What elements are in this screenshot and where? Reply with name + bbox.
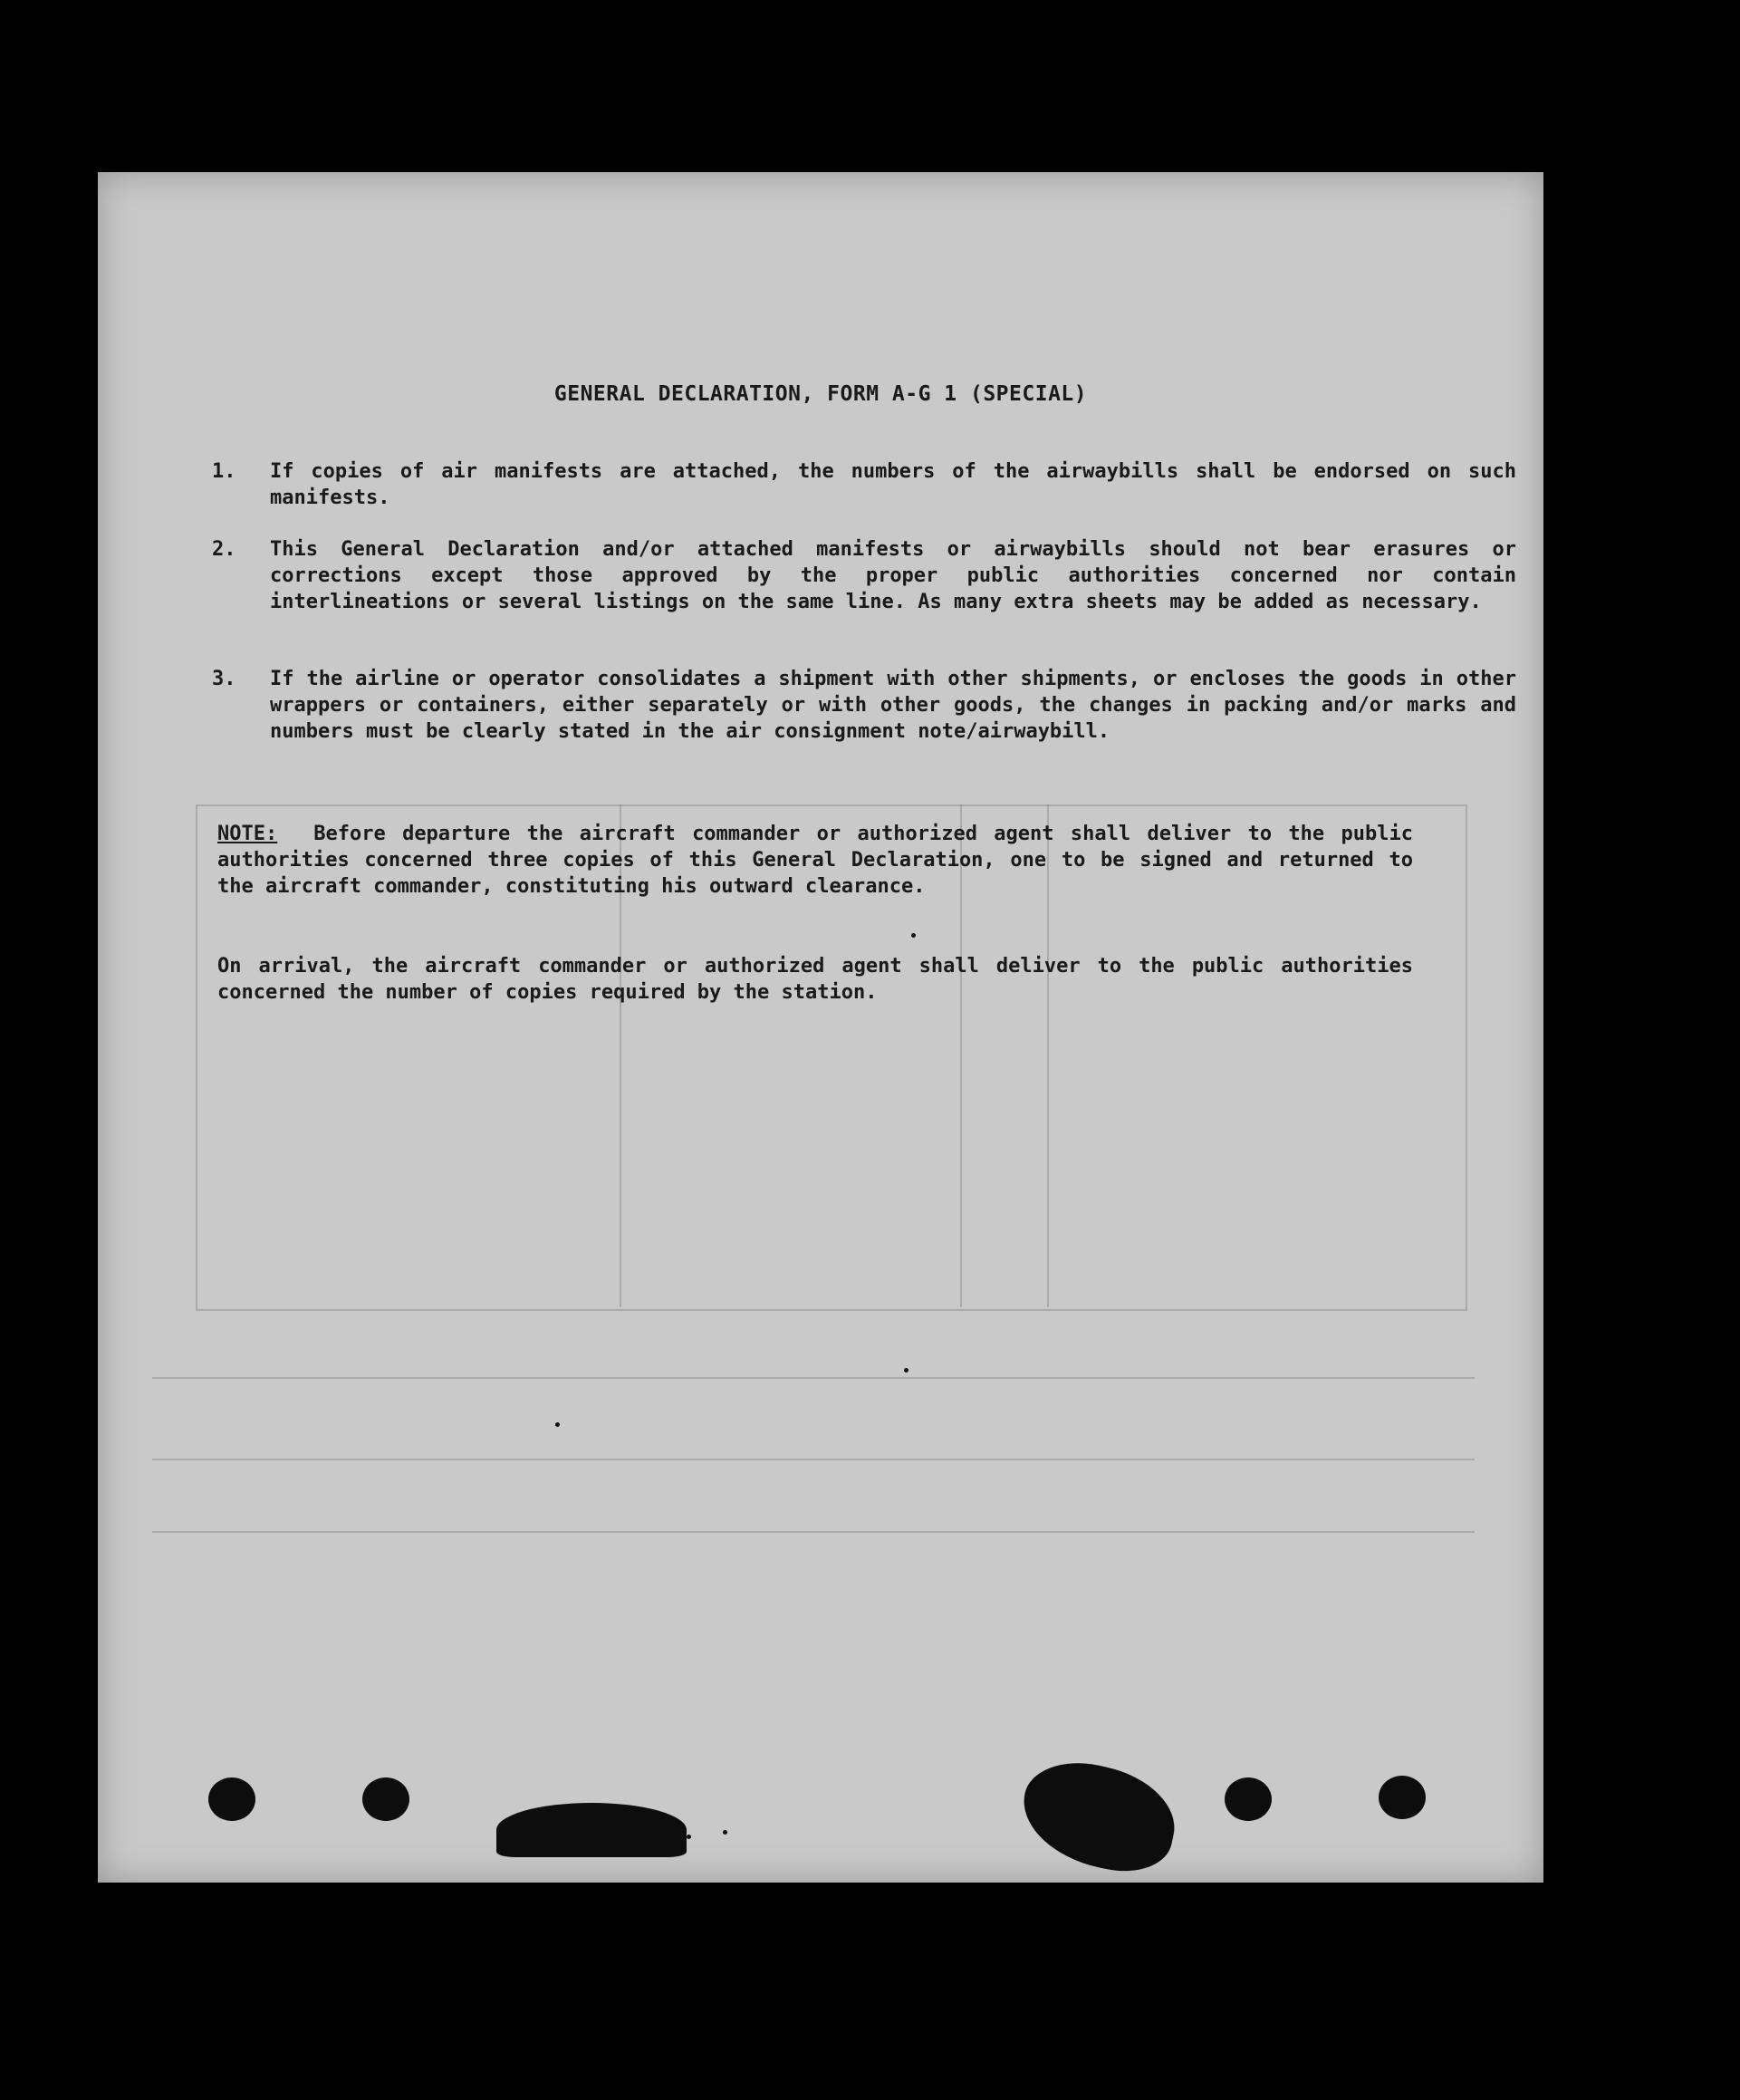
form-title: GENERAL DECLARATION, FORM A-G 1 (SPECIAL) — [553, 382, 1088, 406]
ink-blot — [496, 1803, 687, 1857]
speck — [904, 1368, 908, 1373]
speck — [911, 933, 916, 938]
item-text: This General Declaration and/or attached manifests or airwaybills should not bear erasures or corrections except those approved by the proper public authorities concerned nor contain interlineations or several listings on the same line. As many extra sheets may be added as necessary. — [270, 538, 1516, 613]
punch-hole — [208, 1777, 255, 1821]
speck — [687, 1835, 691, 1839]
note-text: Before departure the aircraft commander or authorized agent shall deliver to the public authorities concerned three copies of this General Declaration, one to be signed and returned to the aircraft commander, constituting his outward clearance. — [217, 823, 1413, 898]
punch-hole — [362, 1777, 409, 1821]
declaration-content — [98, 172, 1543, 1883]
punch-hole — [1225, 1777, 1272, 1821]
document-page — [98, 172, 1543, 1883]
item-number: 2. — [212, 538, 236, 561]
item-number: 3. — [212, 668, 236, 690]
punch-hole — [1379, 1776, 1426, 1819]
arrival-paragraph: On arrival, the aircraft commander or authorized agent shall deliver to the public authorities concerned the number of copies required by the station. — [217, 955, 1413, 1004]
instruction-item-2 — [212, 536, 1516, 615]
note-paragraph — [217, 821, 1413, 900]
note-label: NOTE: — [217, 823, 278, 845]
item-number: 1. — [212, 460, 236, 483]
speck — [555, 1422, 560, 1427]
instruction-item-1 — [212, 458, 1516, 511]
item-text: If the airline or operator consolidates a shipment with other shipments, or encloses the goods in other wrappers or containers, either separately or with other goods, the changes in packing and/or marks and numbers must be clearly stated in the air consignment note/airwaybill. — [270, 668, 1516, 743]
speck — [723, 1830, 727, 1835]
item-text: If copies of air manifests are attached, the numbers of the airwaybills shall be endorsed on such manifests. — [270, 460, 1516, 509]
instruction-item-3 — [212, 666, 1516, 745]
